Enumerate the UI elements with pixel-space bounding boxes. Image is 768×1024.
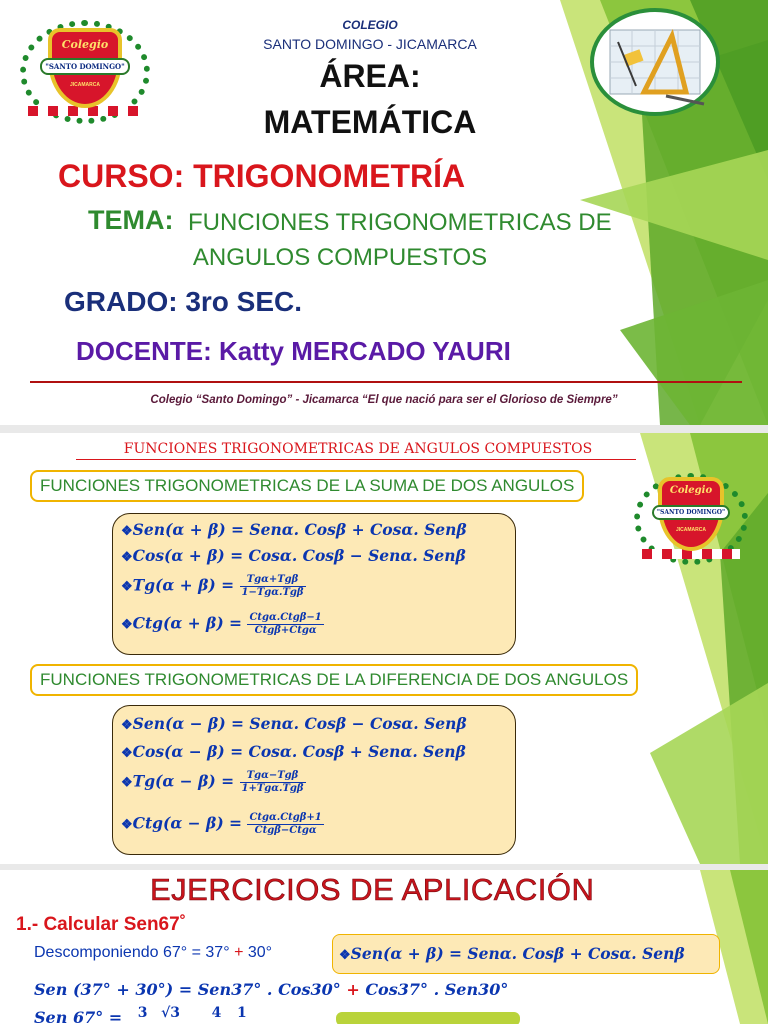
slide-formulas <box>0 433 768 864</box>
crest-script-text: Colegio <box>669 485 713 496</box>
suma-sen-formula: ❖Sen(α + β) = Senα. Cosβ + Cosα. Senβ <box>121 520 467 539</box>
footer-motto: Colegio “Santo Domingo” - Jicamarca “El que nació para ser el Glorioso de Siempre” <box>150 394 618 406</box>
crest-banner-text: "SANTO DOMINGO" <box>652 505 730 520</box>
area-line2: MATEMÁTICA <box>263 104 477 140</box>
descomp-line: Descomponiendo 67° = 37° + 30° <box>34 944 273 961</box>
diamond-bullet-icon: ❖ <box>121 579 133 595</box>
colegio-name: SANTO DOMINGO - JICAMARCA <box>263 36 477 52</box>
exercise-formula-box <box>332 934 720 974</box>
problem-1: 1.- Calcular Sen67˚ <box>16 914 187 935</box>
suma-tg-formula: ❖Tg(α + β) = $\frac{\text{Tgα+Tgβ}}{\text{1−Tgα.Tgβ}}$ <box>121 574 304 598</box>
dif-tg-formula: ❖Tg(α − β) = $\frac{\text{Tgα−Tgβ}}{\text{1+Tgα.Tgβ}}$ <box>121 770 304 794</box>
dif-sen-formula: ❖Sen(α − β) = Senα. Cosβ − Cosα. Senβ <box>121 714 467 733</box>
diamond-bullet-icon: ❖ <box>121 524 133 539</box>
crest-small-text: JICAMARCA <box>676 527 706 533</box>
crest-banner-text: "SANTO DOMINGO" <box>40 58 130 75</box>
diferencia-formula-box <box>112 705 516 855</box>
docente-text: DOCENTE: Katty MERCADO YAURI <box>76 336 511 366</box>
diferencia-title-box: FUNCIONES TRIGONOMETRICAS DE LA DIFERENCIA DE DOS ANGULOS <box>30 664 638 696</box>
footer-divider <box>30 381 742 383</box>
tema-line2: ANGULOS COMPUESTOS <box>192 244 488 271</box>
slide2-heading: FUNCIONES TRIGONOMETRICAS DE ANGULOS COMPUESTOS <box>123 441 593 457</box>
dif-cos-formula: ❖Cos(α − β) = Cosα. Cosβ + Senα. Senβ <box>121 742 466 761</box>
school-crest <box>18 14 152 126</box>
tema-label: TEMA: <box>88 205 174 235</box>
grado-text: GRADO: 3ro SEC. <box>64 286 303 317</box>
diamond-bullet-icon: ❖ <box>121 617 133 633</box>
dif-tg-fraction: $\frac{\text{Tgα−Tgβ}}{\text{1+Tgα.Tgβ}}$ <box>241 770 304 794</box>
diamond-bullet-icon: ❖ <box>121 718 133 733</box>
suma-title-box: FUNCIONES TRIGONOMETRICAS DE LA SUMA DE DOS ANGULOS <box>30 470 584 502</box>
ejercicios-heading: EJERCICIOS DE APLICACIÓN <box>150 872 595 907</box>
step1-line: Sen (37° + 30°) = Sen37° . Cos30° + Cos37° . Sen30° <box>34 980 509 999</box>
diamond-bullet-icon: ❖ <box>339 948 351 963</box>
suma-formula-box <box>112 513 516 655</box>
diamond-bullet-icon: ❖ <box>121 746 133 761</box>
suma-ctg-formula: ❖Ctg(α + β) = $\frac{\text{Ctgα.Ctgβ−1}}{\text{Ctgβ+Ctgα}}$ <box>121 612 322 636</box>
math-tools-icon <box>588 6 722 118</box>
dif-ctg-formula: ❖Ctg(α − β) = $\frac{\text{Ctgα.Ctgβ+1}}{\text{Ctgβ−Ctgα}}$ <box>121 812 322 836</box>
suma-ctg-fraction: $\frac{\text{Ctgα.Ctgβ−1}}{\text{Ctgβ+Ctgα}}$ <box>249 612 322 636</box>
step2-line: Sen 67° = 3 √3 4 1 <box>34 1005 247 1024</box>
suma-cos-formula: ❖Cos(α + β) = Cosα. Cosβ − Senα. Senβ <box>121 546 466 565</box>
diamond-bullet-icon: ❖ <box>121 550 133 565</box>
slide-gap <box>0 425 768 433</box>
tema-line1: FUNCIONES TRIGONOMETRICAS DE <box>188 209 612 236</box>
diamond-bullet-icon: ❖ <box>121 817 133 833</box>
slide-title <box>0 0 768 425</box>
curso-title: CURSO: TRIGONOMETRÍA <box>58 158 466 194</box>
colegio-label: COLEGIO <box>342 18 398 32</box>
school-crest <box>632 467 750 567</box>
slide-exercises <box>0 870 768 1024</box>
suma-tg-fraction: $\frac{\text{Tgα+Tgβ}}{\text{1−Tgα.Tgβ}}$ <box>241 574 304 598</box>
area-line1: ÁREA: <box>319 58 421 94</box>
crest-small-text: JICAMARCA <box>70 82 100 88</box>
heading-underline <box>76 459 636 460</box>
crest-script-text: Colegio <box>61 38 109 51</box>
dif-ctg-fraction: $\frac{\text{Ctgα.Ctgβ+1}}{\text{Ctgβ−Ctgα}}$ <box>249 812 322 836</box>
diamond-bullet-icon: ❖ <box>121 775 133 791</box>
exercise-formula: ❖Sen(α + β) = Senα. Cosβ + Cosα. Senβ <box>339 944 685 963</box>
